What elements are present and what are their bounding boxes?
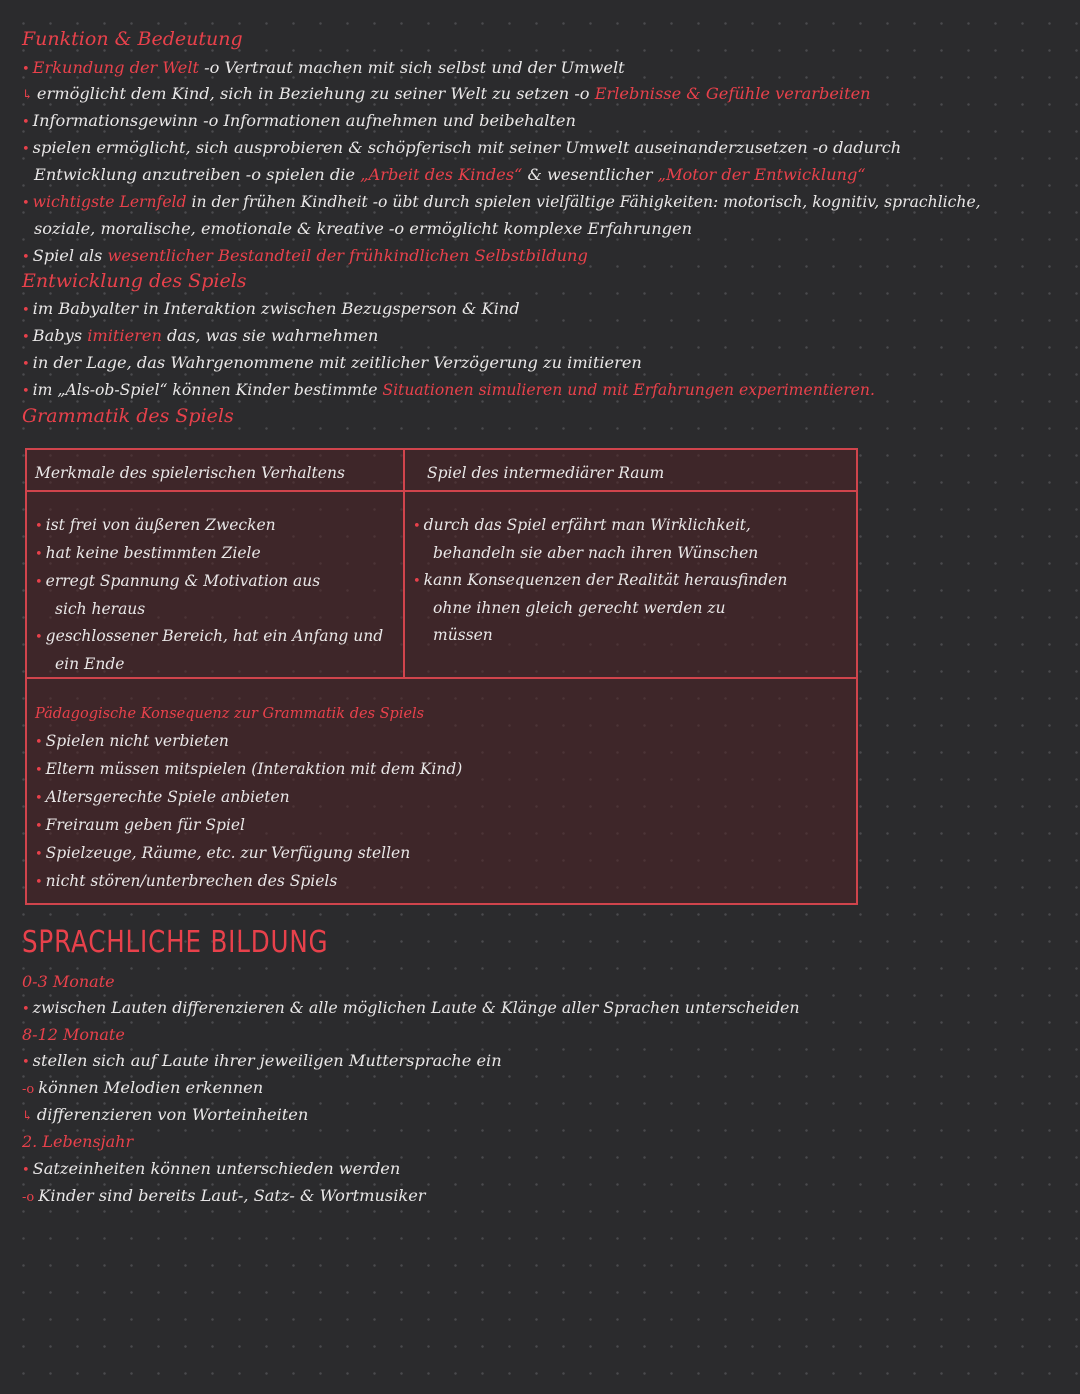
bullet-icon: • — [22, 115, 30, 130]
list-item: ohne ihnen gleich gerecht werden zu — [433, 599, 726, 617]
bullet-icon: • — [35, 847, 43, 862]
heading-language: SPRACHLICHE BILDUNG — [22, 925, 329, 960]
language-line: ↳ differenzieren von Worteinheiten — [22, 1105, 309, 1124]
heading-function: Funktion & Bedeutung — [22, 28, 243, 50]
list-item: • Altersgerechte Spiele anbieten — [35, 788, 290, 806]
function-line-7: soziale, moralische, emotionale & kreative -o ermöglicht komplexe Erfahrungen — [34, 219, 693, 238]
bullet-icon: • — [22, 330, 30, 345]
bullet-icon: • — [35, 819, 43, 834]
list-item: • nicht stören/unterbrechen des Spiels — [35, 872, 338, 890]
list-item: • ist frei von äußeren Zwecken — [35, 516, 276, 534]
table-cell-right — [405, 492, 856, 679]
function-line-6: • wichtigste Lernfeld in der frühen Kindheit -o übt durch spielen vielfältige Fähigkeiten: motorisch, kognitiv, sprachliche, — [22, 193, 981, 211]
bullet-icon: • — [22, 357, 30, 372]
development-line-3: • in der Lage, das Wahrgenommene mit zeitlicher Verzögerung zu imitieren — [22, 353, 642, 372]
bullet-icon: • — [35, 547, 43, 562]
bullet-icon: • — [22, 303, 30, 318]
heading-grammar: Grammatik des Spiels — [22, 405, 234, 427]
development-line-1: • im Babyalter in Interaktion zwischen Bezugsperson & Kind — [22, 299, 520, 318]
list-item: • durch das Spiel erfährt man Wirklichkeit, — [413, 516, 751, 534]
bullet-icon: • — [22, 62, 30, 77]
bullet-icon: • — [413, 519, 421, 534]
list-item: • kann Konsequenzen der Realität herausfinden — [413, 571, 788, 589]
age-label: 2. Lebensjahr — [22, 1132, 134, 1151]
bullet-icon: • — [22, 250, 30, 265]
table-header-right: Spiel des intermediärer Raum — [405, 450, 856, 492]
language-line: -o Kinder sind bereits Laut-, Satz- & Wortmusiker — [22, 1186, 426, 1205]
development-line-2: • Babys imitieren das, was sie wahrnehmen — [22, 326, 379, 345]
list-item: • Spielzeuge, Räume, etc. zur Verfügung stellen — [35, 844, 411, 862]
list-item: • hat keine bestimmten Ziele — [35, 544, 261, 562]
arrow-icon: ↳ — [22, 88, 33, 103]
bullet-icon: • — [22, 196, 30, 211]
list-item: müssen — [433, 626, 493, 644]
grammar-table — [25, 448, 858, 905]
bullet-icon: • — [413, 574, 421, 589]
list-item: sich heraus — [55, 600, 146, 618]
list-item: • Freiraum geben für Spiel — [35, 816, 246, 834]
arrow-icon: ↳ — [22, 1109, 33, 1124]
list-item: • Spielen nicht verbieten — [35, 732, 229, 750]
list-item: • Eltern müssen mitspielen (Interaktion mit dem Kind) — [35, 760, 463, 778]
language-line: • zwischen Lauten differenzieren & alle möglichen Laute & Klänge aller Sprachen unterscheiden — [22, 998, 800, 1017]
pedagogy-title: Pädagogische Konsequenz zur Grammatik des Spiels — [35, 706, 425, 722]
language-line: • stellen sich auf Laute ihrer jeweiligen Muttersprache ein — [22, 1051, 502, 1070]
list-item: • erregt Spannung & Motivation aus — [35, 572, 321, 590]
list-item: behandeln sie aber nach ihren Wünschen — [433, 544, 759, 562]
function-line-8: • Spiel als wesentlicher Bestandteil der frühkindlichen Selbstbildung — [22, 246, 588, 265]
list-item: • geschlossener Bereich, hat ein Anfang und — [35, 627, 384, 645]
list-item: ein Ende — [55, 655, 125, 673]
bullet-icon: • — [22, 1163, 30, 1178]
language-line: -o können Melodien erkennen — [22, 1078, 264, 1097]
age-label: 8-12 Monate — [22, 1025, 125, 1044]
age-label: 0-3 Monate — [22, 972, 115, 991]
function-line-3: • Informationsgewinn -o Informationen aufnehmen und beibehalten — [22, 111, 576, 130]
bullet-icon: • — [35, 763, 43, 778]
table-cell-left — [27, 492, 405, 679]
arrow-icon: -o — [22, 1190, 35, 1205]
function-line-2: ↳ ermöglicht dem Kind, sich in Beziehung zu seiner Welt zu setzen -o Erlebnisse & Gefühle verarbeiten — [22, 84, 871, 103]
bullet-icon: • — [35, 791, 43, 806]
heading-development: Entwicklung des Spiels — [22, 270, 247, 292]
bullet-icon: • — [35, 575, 43, 590]
bullet-icon: • — [22, 1002, 30, 1017]
language-line: • Satzeinheiten können unterschieden werden — [22, 1159, 401, 1178]
arrow-icon: -o — [22, 1082, 35, 1097]
bullet-icon: • — [35, 519, 43, 534]
bullet-icon: • — [22, 384, 30, 399]
function-line-1: • Erkundung der Welt -o Vertraut machen mit sich selbst und der Umwelt — [22, 58, 625, 77]
function-line-5: Entwicklung anzutreiben -o spielen die „Arbeit des Kindes“ & wesentlicher „Motor der Entwicklung“ — [34, 165, 866, 184]
bullet-icon: • — [35, 875, 43, 890]
development-line-4: • im „Als-ob-Spiel“ können Kinder bestimmte Situationen simulieren und mit Erfahrungen experimentieren. — [22, 381, 875, 399]
bullet-icon: • — [35, 735, 43, 750]
bullet-icon: • — [22, 1055, 30, 1070]
table-header-left: Merkmale des spielerischen Verhaltens — [27, 450, 405, 492]
function-line-4: • spielen ermöglicht, sich ausprobieren & schöpferisch mit seiner Umwelt auseinanderzusetzen -o dadurch — [22, 138, 902, 157]
table-cell-bottom — [27, 679, 856, 896]
bullet-icon: • — [22, 142, 30, 157]
bullet-icon: • — [35, 630, 43, 645]
